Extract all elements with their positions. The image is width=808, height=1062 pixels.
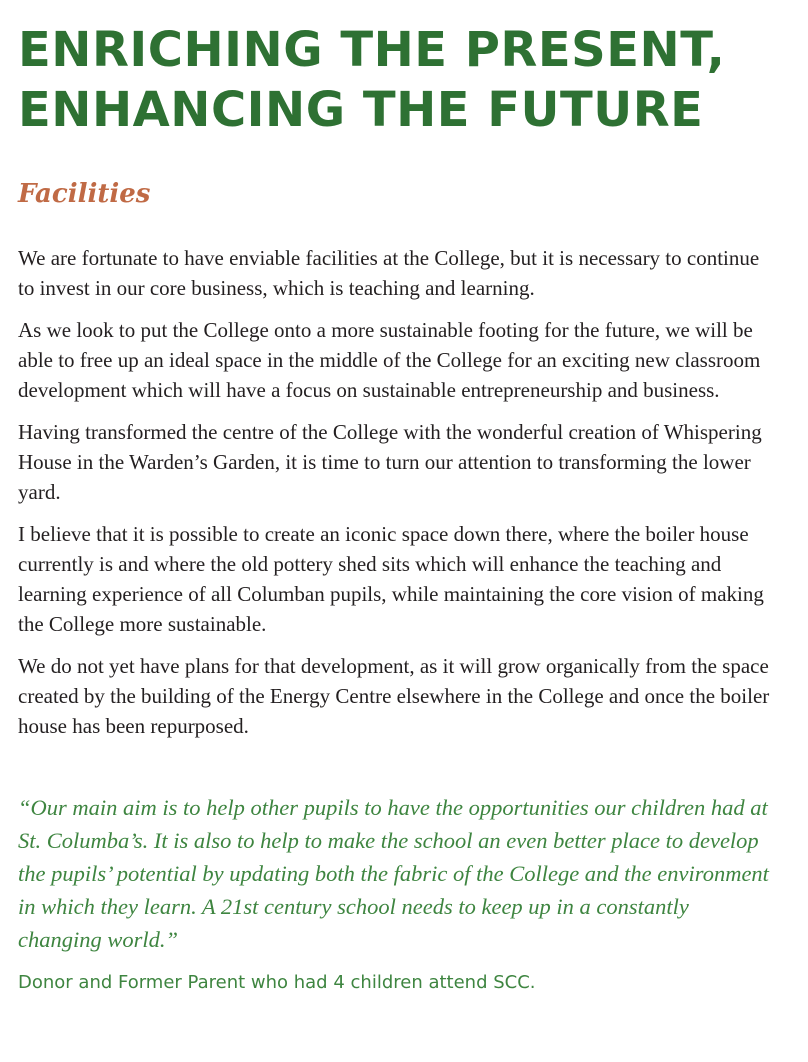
section-title: Facilities xyxy=(18,179,151,209)
headline-line-1: ENRICHING THE PRESENT, xyxy=(18,22,726,78)
body-paragraph: Having transformed the centre of the College with the wonderful creation of Whispering House in the Warden’s Garden, it is time to turn our attention to transforming the lower yard. xyxy=(18,420,762,504)
headline-line-2: ENHANCING THE FUTURE xyxy=(18,82,704,138)
quote-attribution: Donor and Former Parent who had 4 children attend SCC. xyxy=(18,972,536,993)
body-paragraph: We do not yet have plans for that development, as it will grow organically from the space created by the building of the Energy Centre elsewhere in the College and once the boiler house has been repurposed. xyxy=(18,654,770,738)
pull-quote: “Our main aim is to help other pupils to have the opportunities our children had at St. Columba’s. It is also to help to make the school an even better place to develop the pupils’ potential by updating both the fabric of the College and the environment in which they learn. A 21st century school needs to keep up in a constantly changing world.” xyxy=(18,795,769,952)
body-paragraph: As we look to put the College onto a more sustainable footing for the future, we will be able to free up an ideal space in the middle of the College for an exciting new classroom development which will have a focus on sustainable entrepreneurship and business. xyxy=(18,318,761,402)
body-text xyxy=(18,243,778,741)
page-headline xyxy=(18,0,778,140)
body-paragraph: I believe that it is possible to create an iconic space down there, where the boiler house currently is and where the old pottery shed sits which will enhance the teaching and learning experience of all Columban pupils, while maintaining the core vision of making the College more sustainable. xyxy=(18,522,764,636)
document-page xyxy=(18,0,778,995)
body-paragraph: We are fortunate to have enviable facilities at the College, but it is necessary to continue to invest in our core business, which is teaching and learning. xyxy=(18,246,760,300)
